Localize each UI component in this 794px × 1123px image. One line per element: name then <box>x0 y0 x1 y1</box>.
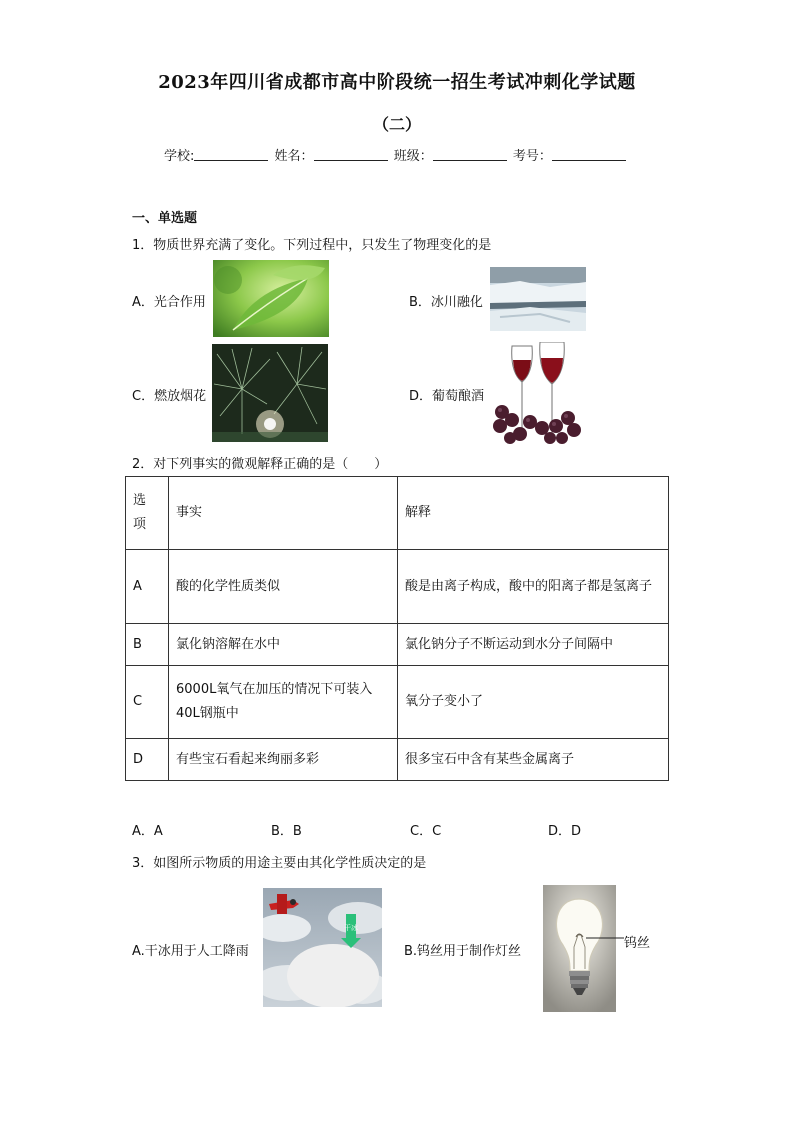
fireworks-photo <box>212 344 328 442</box>
row-c-option: C <box>126 666 169 739</box>
exam-number-blank[interactable] <box>552 148 626 161</box>
section-heading: 一、单选题 <box>132 211 198 226</box>
row-a-option: A <box>126 550 169 624</box>
row-c-explanation: 氧分子变小了 <box>398 666 669 739</box>
table-row <box>126 624 669 666</box>
q1-option-a[interactable]: A．光合作用 <box>132 295 206 310</box>
q1-option-c[interactable]: C．燃放烟花 <box>132 389 207 404</box>
table-header-row <box>126 477 669 550</box>
name-blank[interactable] <box>314 148 388 161</box>
q3-option-b[interactable]: B.钨丝用于制作灯丝 <box>404 944 522 959</box>
q2-answer-a[interactable]: A．A <box>132 824 163 839</box>
school-blank[interactable] <box>194 148 268 161</box>
q2-stem: 2．对下列事实的微观解释正确的是（ ） <box>132 457 388 472</box>
row-d-option: D <box>126 739 169 781</box>
student-info-line <box>164 145 628 164</box>
exam-subtitle: （二） <box>372 115 421 134</box>
image-dry-ice-label: 干冰 <box>344 924 358 932</box>
class-field-label: 班级： <box>393 149 433 164</box>
table-row <box>126 739 669 781</box>
q2-answer-d[interactable]: D．D <box>548 824 582 839</box>
row-a-explanation: 酸是由离子构成，酸中的阳离子都是氢离子 <box>398 550 669 624</box>
exam-title: 2023年四川省成都市高中阶段统一招生考试冲刺化学试题 <box>158 72 636 93</box>
q3-stem: 3．如图所示物质的用途主要由其化学性质决定的是 <box>132 856 427 871</box>
exam-number-field-label: 考号： <box>512 149 552 164</box>
name-field-label: 姓名： <box>274 149 314 164</box>
row-b-explanation: 氯化钠分子不断运动到水分子间隔中 <box>398 624 669 666</box>
row-b-option: B <box>126 624 169 666</box>
table-row <box>126 666 669 739</box>
tungsten-callout-label: 钨丝 <box>624 936 651 951</box>
row-d-fact: 有些宝石看起来绚丽多彩 <box>169 739 398 781</box>
header-option-text: 选项 <box>133 493 147 532</box>
class-blank[interactable] <box>433 148 507 161</box>
q1-option-b[interactable]: B．冰川融化 <box>409 295 483 310</box>
tungsten-callout-line <box>586 932 626 944</box>
table-row <box>126 550 669 624</box>
school-field-label: 学校: <box>164 149 195 164</box>
light-bulb-image <box>543 885 616 1012</box>
header-explanation: 解释 <box>398 477 669 550</box>
header-fact: 事实 <box>169 477 398 550</box>
q1-option-d[interactable]: D．葡萄酿酒 <box>409 389 485 404</box>
row-d-explanation: 很多宝石中含有某些金属离子 <box>398 739 669 781</box>
airplane-clouds-image <box>263 888 382 1007</box>
q2-answer-c[interactable]: C．C <box>410 824 442 839</box>
row-c-fact: 6000L氧气在加压的情况下可装入40L钢瓶中 <box>169 666 398 739</box>
q1-stem: 1．物质世界充满了变化。下列过程中，只发生了物理变化的是 <box>132 238 492 253</box>
wine-grapes-photo <box>490 342 586 444</box>
row-b-fact: 氯化钠溶解在水中 <box>169 624 398 666</box>
row-a-fact: 酸的化学性质类似 <box>169 550 398 624</box>
header-option <box>126 477 169 550</box>
q2-answer-b[interactable]: B．B <box>271 824 302 839</box>
q3-option-a[interactable]: A.干冰用于人工降雨 <box>132 944 249 959</box>
glacier-photo <box>490 267 586 331</box>
q2-table <box>125 476 669 781</box>
green-leaf-photo <box>213 260 329 337</box>
